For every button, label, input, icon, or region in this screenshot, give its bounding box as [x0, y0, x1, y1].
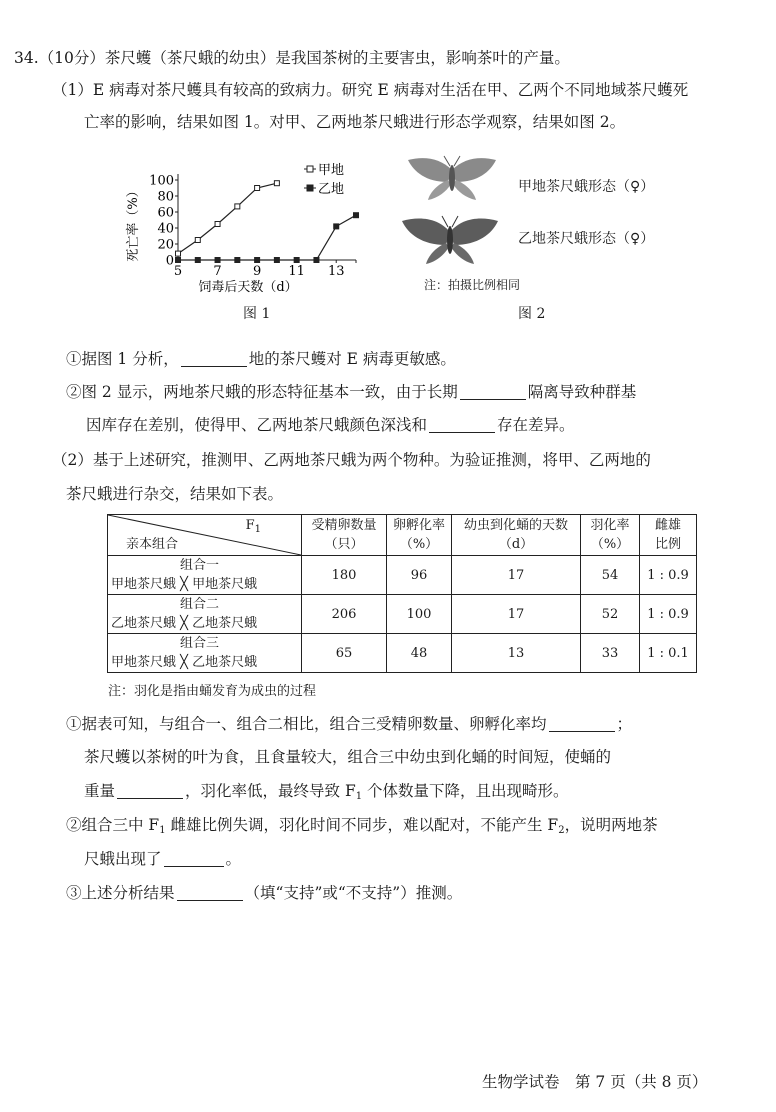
part2-line2: 茶尺蛾进行杂交，结果如下表。 — [66, 485, 284, 503]
q1-2-text-c: 因库存在差别，使得甲、乙两地茶尺蛾颜色深浅和 — [86, 416, 428, 434]
cell-emerge: 52 — [581, 595, 640, 634]
cell-eggs: 65 — [302, 634, 387, 673]
data-point-jia — [255, 186, 260, 191]
data-point-yi — [314, 258, 319, 263]
cell-ratio: 1 : 0.9 — [640, 556, 697, 595]
data-point-jia — [235, 204, 240, 209]
x-axis-label: 饲毒后天数（d） — [198, 280, 298, 295]
col-header-days: 幼虫到化蛹的天数 （d） — [452, 515, 581, 556]
cell-eggs: 206 — [302, 595, 387, 634]
q2-2-text-c: ，说明两地茶 — [564, 816, 658, 834]
q2-3-text-a: ③上述分析结果 — [66, 884, 175, 902]
q2-1-line2: 茶尺蠖以茶树的叶为食，且食量较大，组合三中幼虫到化蛹的时间短，使蛹的 — [84, 748, 612, 766]
x-tick-label: 5 — [173, 264, 183, 279]
q2-2-line2 — [84, 847, 241, 869]
answer-blank-2[interactable] — [460, 384, 526, 401]
q1-2-text-a: ②图 2 显示，两地茶尺蛾的形态特征基本一致，由于长期 — [66, 383, 458, 401]
q2-2-text-b: 雌雄比例失调，羽化时间不同步，难以配对，不能产生 F — [165, 816, 559, 834]
data-point-yi — [176, 258, 181, 263]
q2-1-text-b: ； — [616, 715, 633, 733]
part1-line2: 亡率的影响，结果如图 1。对甲、乙两地茶尺蛾进行形态学观察，结果如图 2。 — [84, 113, 626, 131]
q1-1 — [66, 347, 456, 369]
legend-marker-yi — [307, 185, 313, 191]
data-point-yi — [255, 258, 260, 263]
data-point-yi — [195, 258, 200, 263]
x-tick-label: 11 — [288, 264, 305, 279]
question-title: 34.（10分）茶尺蠖（茶尺蛾的幼虫）是我国茶树的主要害虫，影响茶叶的产量。 — [14, 49, 570, 67]
q2-2-text-a: ②组合三中 F — [66, 816, 160, 834]
q2-1-text-f: 个体数量下降，且出现畸形。 — [362, 782, 569, 800]
col-header-emerge: 羽化率 （%） — [581, 515, 640, 556]
q2-2-text-e: 。 — [225, 850, 242, 868]
header-parent-combo: 亲本组合 — [126, 537, 179, 552]
data-point-jia — [195, 238, 200, 243]
q1-2-line2 — [86, 413, 575, 435]
cell-days: 17 — [452, 556, 581, 595]
series-line-jia — [178, 183, 277, 253]
cell-hatch: 96 — [387, 556, 452, 595]
x-tick-label: 7 — [213, 264, 222, 279]
table-header-diagonal — [108, 515, 302, 556]
page-footer: 生物学试卷 第 7 页（共 8 页） — [482, 1073, 708, 1091]
row-combo: 组合三 甲地茶尺蛾 ╳ 乙地茶尺蛾 — [108, 634, 302, 673]
figure-2-caption: 图 2 — [518, 306, 546, 322]
header-f1: $F_1$ — [245, 518, 261, 535]
y-tick-label: 60 — [157, 205, 174, 221]
part2-line1: （2）基于上述研究，推测甲、乙两地茶尺蛾为两个物种。为验证推测，将甲、乙两地的 — [52, 451, 651, 469]
cell-ratio: 1 : 0.9 — [640, 595, 697, 634]
y-tick-label: 40 — [157, 221, 174, 237]
data-point-yi — [235, 258, 240, 263]
q1-1-text-a: ①据图 1 分析， — [66, 350, 179, 368]
data-point-yi — [294, 258, 299, 263]
cell-eggs: 180 — [302, 556, 387, 595]
hybridization-table — [107, 514, 697, 673]
table-row — [108, 556, 697, 595]
x-tick-label: 9 — [252, 264, 262, 279]
table-note: 注：羽化是指由蛹发育为成虫的过程 — [108, 684, 317, 699]
subscript: 1 — [355, 791, 363, 802]
subscript: 1 — [159, 825, 166, 836]
y-tick-label: 20 — [157, 237, 174, 253]
part1-line1: （1）E 病毒对茶尺蠖具有较高的致病力。研究 E 病毒对生活在甲、乙两个不同地域茶尺蠖死 — [52, 81, 689, 99]
legend-jia: 甲地 — [318, 163, 345, 178]
answer-blank-1[interactable] — [181, 351, 247, 368]
table-header-row — [108, 515, 697, 556]
cell-emerge: 33 — [581, 634, 640, 673]
data-point-jia — [176, 251, 181, 256]
q1-2-text-d: 存在差异。 — [497, 416, 575, 434]
subscript: 2 — [558, 825, 565, 836]
col-header-hatch: 卵孵化率 （%） — [387, 515, 452, 556]
figure-1-caption: 图 1 — [243, 306, 271, 322]
cell-ratio: 1 : 0.1 — [640, 634, 697, 673]
legend-yi: 乙地 — [318, 182, 345, 197]
q1-2-text-b: 隔离导致种群基 — [527, 383, 637, 401]
moth-jia-image — [404, 152, 500, 202]
table-row — [108, 595, 697, 634]
series-line-yi — [178, 215, 356, 260]
x-tick-label: 13 — [327, 264, 345, 279]
data-point-yi — [215, 258, 220, 263]
y-tick-label: 0 — [165, 253, 174, 269]
q2-1-text-a: ①据表可知，与组合一、组合二相比，组合三受精卵数量、卵孵化率均 — [66, 715, 547, 733]
chart-legend — [304, 162, 344, 197]
y-axis-label: 死亡率（%） — [126, 184, 141, 262]
cell-hatch: 48 — [387, 634, 452, 673]
answer-blank-6[interactable] — [164, 851, 224, 868]
table-row — [108, 634, 697, 673]
q2-2-line1 — [66, 813, 658, 836]
figure-1-mortality-chart — [120, 158, 370, 298]
data-point-jia — [274, 181, 279, 186]
answer-blank-5[interactable] — [117, 783, 183, 800]
col-header-ratio: 雌雄 比例 — [640, 515, 697, 556]
row-combo: 组合二 乙地茶尺蛾 ╳ 乙地茶尺蛾 — [108, 595, 302, 634]
q2-1-line3 — [84, 779, 569, 802]
answer-blank-4[interactable] — [549, 716, 615, 733]
cell-emerge: 54 — [581, 556, 640, 595]
data-point-jia — [215, 222, 220, 227]
q2-1-line1 — [66, 712, 632, 734]
answer-blank-3[interactable] — [429, 417, 495, 434]
q1-1-text-b: 地的茶尺蠖对 E 病毒更敏感。 — [248, 350, 456, 368]
data-point-yi — [334, 224, 339, 229]
data-point-yi — [354, 213, 359, 218]
q2-1-text-d: 重量 — [84, 782, 116, 800]
cell-days: 17 — [452, 595, 581, 634]
data-point-yi — [274, 258, 279, 263]
q2-3-text-b: （填“支持”或“不支持”）推测。 — [244, 884, 463, 902]
q2-3 — [66, 881, 462, 903]
cell-days: 13 — [452, 634, 581, 673]
q2-1-text-e: ，羽化率低，最终导致 F — [185, 782, 356, 800]
y-tick-label: 100 — [149, 173, 174, 189]
q1-2-line1 — [66, 380, 636, 402]
legend-marker-jia — [307, 166, 313, 172]
col-header-eggs: 受精卵数量 （只） — [302, 515, 387, 556]
moth-yi-image — [400, 212, 500, 266]
q2-2-text-d: 尺蛾出现了 — [84, 850, 162, 868]
figure-2-note: 注：拍摄比例相同 — [424, 278, 521, 292]
answer-blank-7[interactable] — [177, 885, 243, 902]
y-tick-label: 80 — [157, 189, 174, 205]
moth-jia-label: 甲地茶尺蛾形态（♀） — [518, 179, 655, 195]
row-combo: 组合一 甲地茶尺蛾 ╳ 甲地茶尺蛾 — [108, 556, 302, 595]
moth-yi-label: 乙地茶尺蛾形态（♀） — [518, 231, 655, 247]
cell-hatch: 100 — [387, 595, 452, 634]
